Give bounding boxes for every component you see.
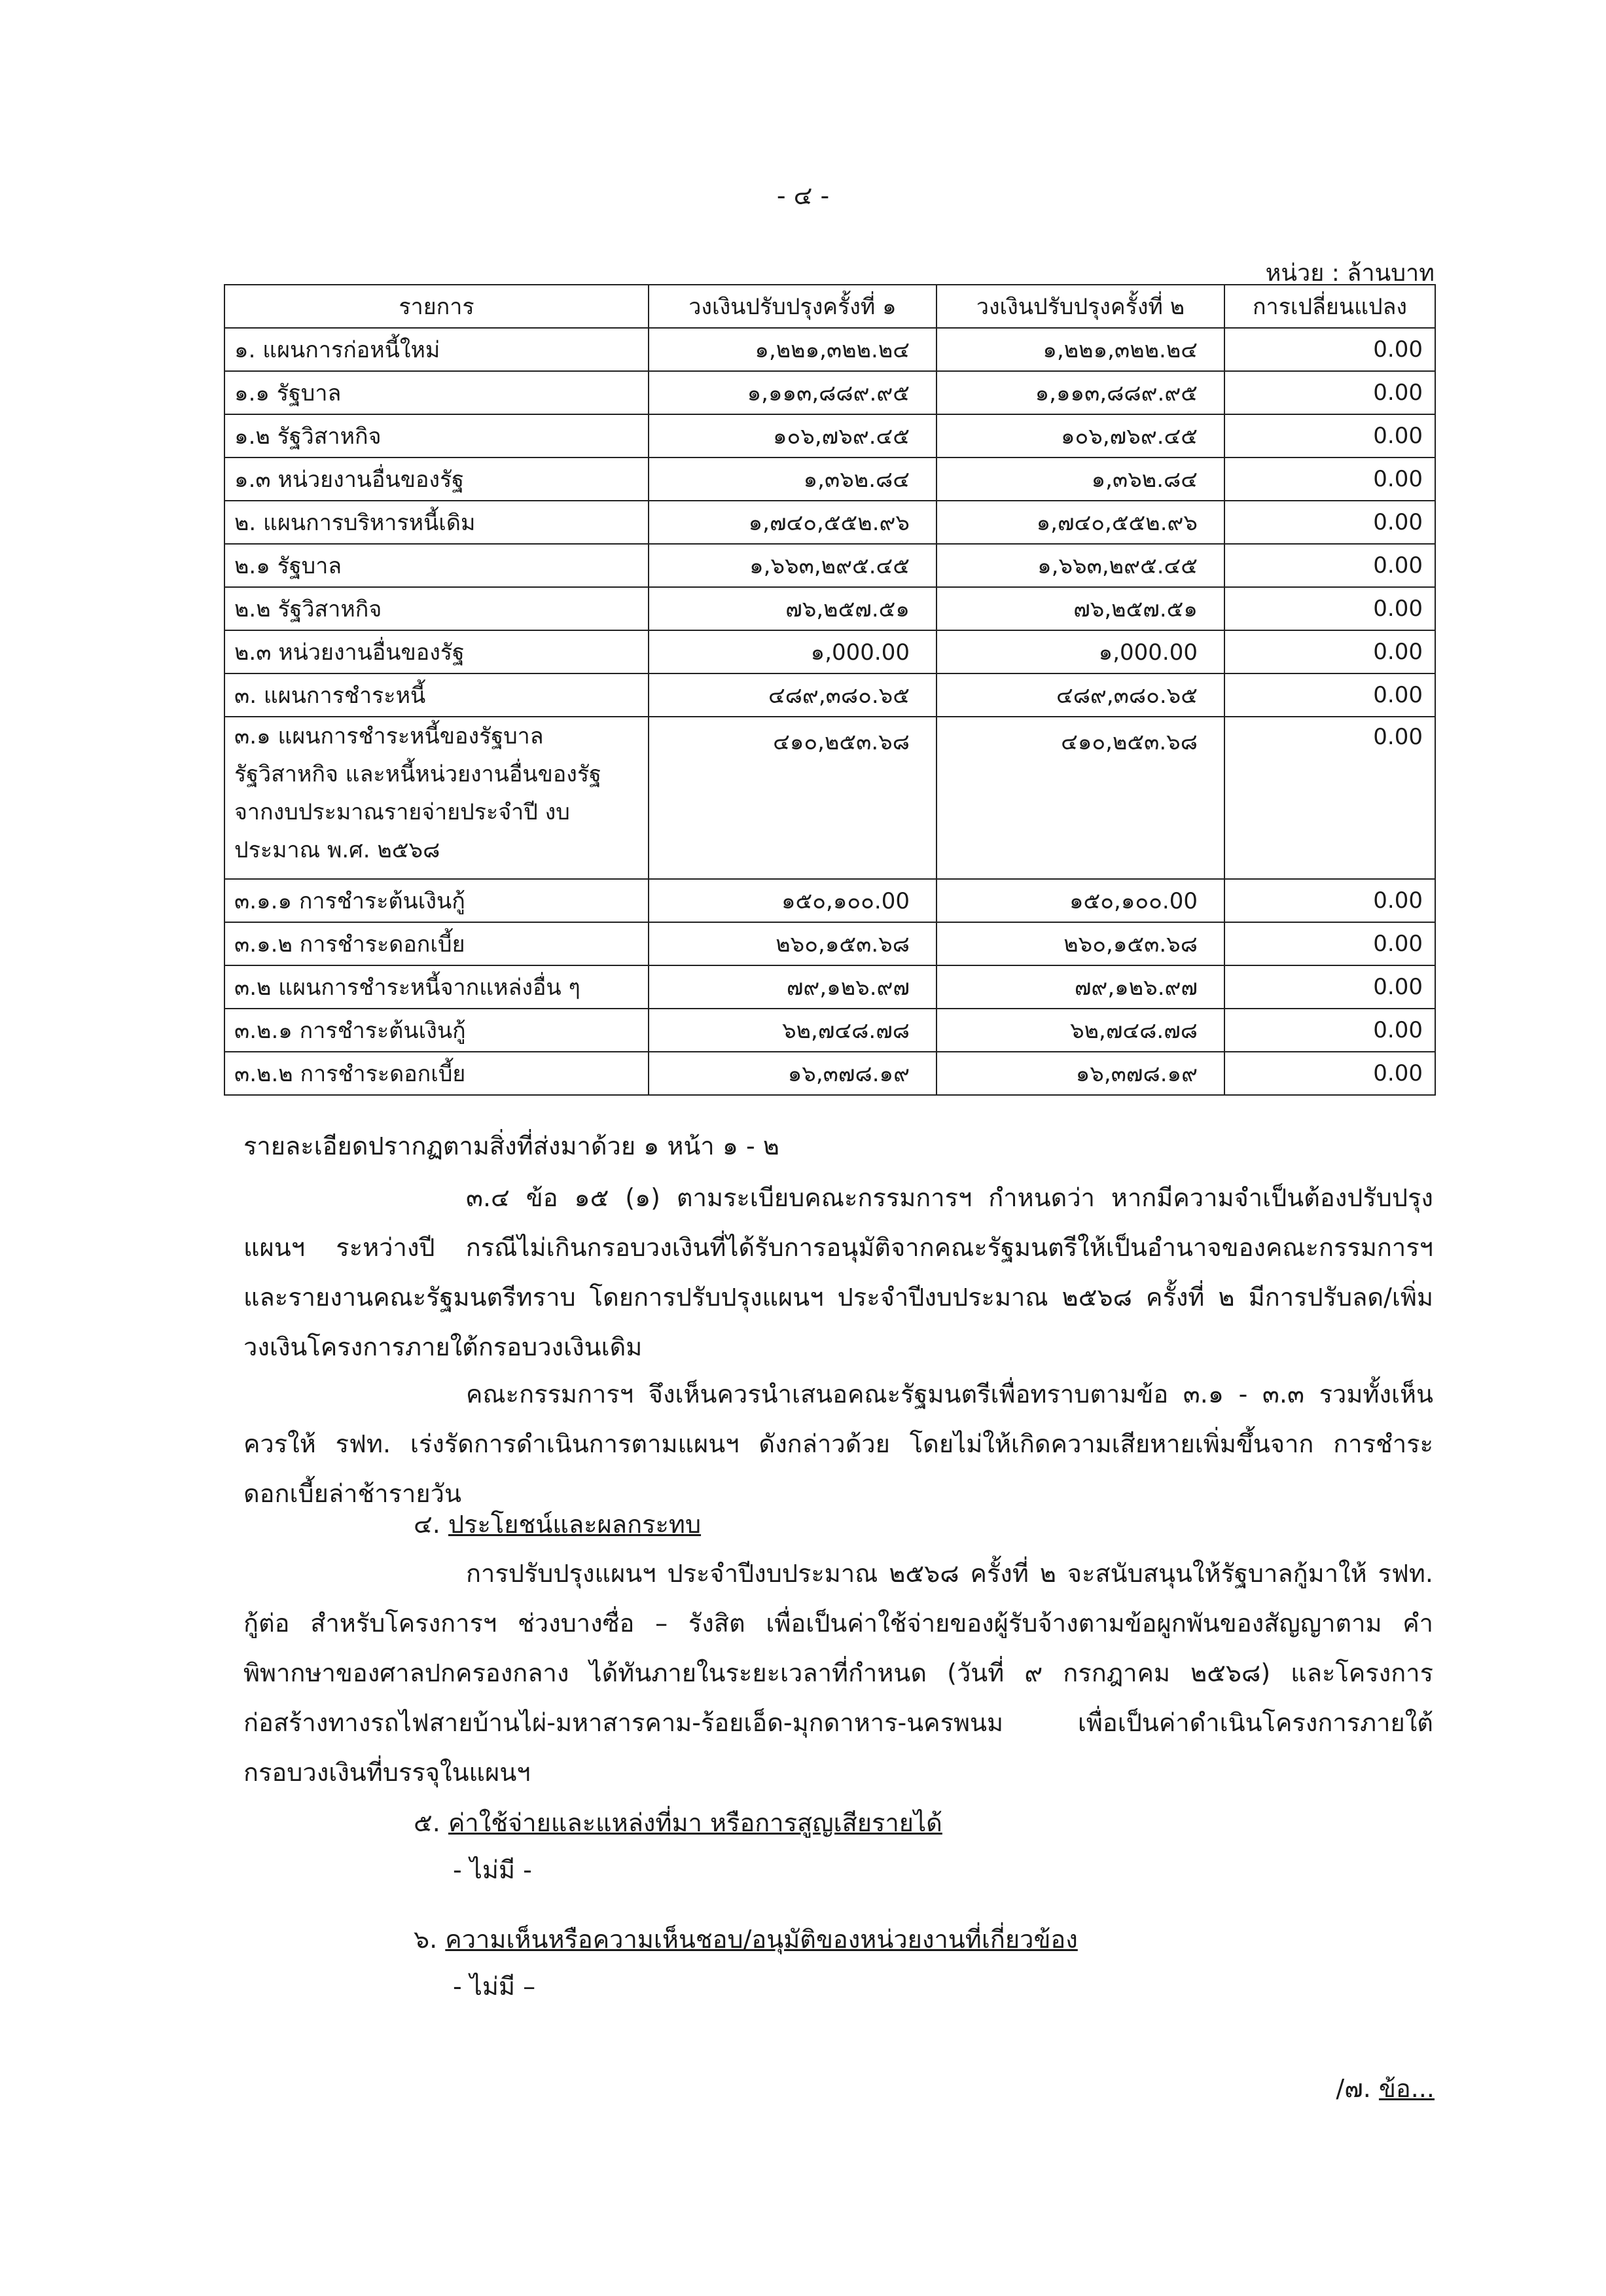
debt-plan-table: [224, 284, 1436, 1096]
row-change: 0.00: [1224, 1052, 1435, 1095]
row-revision-1: ๑,000.00: [649, 630, 937, 673]
row-change: 0.00: [1224, 922, 1435, 965]
row-revision-2: ๑,๑๑๓,๘๘๙.๙๕: [937, 371, 1224, 414]
section-5-heading: [414, 1803, 942, 1842]
row-label: ๑.๑ รัฐบาล: [224, 371, 649, 414]
row-label: ๓.๑.๑ การชำระต้นเงินกู้: [224, 879, 649, 922]
row-label: ๓. แผนการชำระหนี้: [224, 673, 649, 717]
row-change: 0.00: [1224, 630, 1435, 673]
row-change: 0.00: [1224, 673, 1435, 717]
row-label: ๓.๒.๑ การชำระต้นเงินกู้: [224, 1009, 649, 1052]
row-label: ๓.๒ แผนการชำระหนี้จากแหล่งอื่น ๆ: [224, 965, 649, 1009]
row-revision-2: ๔๑๐,๒๕๓.๖๘: [937, 717, 1224, 879]
row-change: 0.00: [1224, 965, 1435, 1009]
table-row: [224, 879, 1435, 922]
table-row: [224, 587, 1435, 630]
row-revision-2: ๗๖,๒๕๗.๕๑: [937, 587, 1224, 630]
table-row: [224, 717, 1435, 879]
section-5-number: ๕.: [414, 1808, 440, 1837]
row-label: ๒.๑ รัฐบาล: [224, 544, 649, 587]
row-change: 0.00: [1224, 1009, 1435, 1052]
row-label: ๒. แผนการบริหารหนี้เดิม: [224, 501, 649, 544]
table-header-row: [224, 285, 1435, 328]
next-page-prefix: /๗.: [1336, 2074, 1371, 2103]
row-label: ๓.๒.๒ การชำระดอกเบี้ย: [224, 1052, 649, 1095]
row-revision-2: ๒๖๐,๑๕๓.๖๘: [937, 922, 1224, 965]
row-change: 0.00: [1224, 457, 1435, 501]
row-revision-2: ๑๕๐,๑๐๐.00: [937, 879, 1224, 922]
section-4-heading: [414, 1504, 701, 1544]
section-6-none: - ไม่มี –: [453, 1972, 536, 2001]
table-row: [224, 501, 1435, 544]
row-revision-2: ๑,๒๒๑,๓๒๒.๒๔: [937, 328, 1224, 371]
row-revision-2: ๑,000.00: [937, 630, 1224, 673]
section-6-number: ๖.: [414, 1925, 438, 1954]
header-item: รายการ: [224, 285, 649, 328]
row-revision-2: ๗๙,๑๒๖.๙๗: [937, 965, 1224, 1009]
page-number: - ๔ -: [776, 181, 830, 210]
header-revision-2: วงเงินปรับปรุงครั้งที่ ๒: [937, 285, 1224, 328]
paragraph-committee: คณะกรรมการฯ จึงเห็นควรนำเสนอคณะรัฐมนตรีเพื่อทราบตามข้อ ๓.๑ - ๓.๓ รวมทั้งเห็นควรให้ รฟท. เร่งรัดการดำเนินการตามแผนฯ ดังกล่าวด้วย โดยไม่ให้เกิดความเสียหายเพิ่มขึ้นจาก การชำระดอกเบี้ยล่าช้ารายวัน: [243, 1380, 1434, 1508]
row-revision-2: ๑,๓๖๒.๘๔: [937, 457, 1224, 501]
header-revision-1: วงเงินปรับปรุงครั้งที่ ๑: [649, 285, 937, 328]
row-revision-1: ๑๕๐,๑๐๐.00: [649, 879, 937, 922]
row-revision-1: ๑๐๖,๗๖๙.๔๕: [649, 414, 937, 457]
row-revision-1: ๑,๓๖๒.๘๔: [649, 457, 937, 501]
row-revision-1: ๑๖,๓๗๘.๑๙: [649, 1052, 937, 1095]
next-page-reference: [1336, 2068, 1435, 2108]
section-4-number: ๔.: [414, 1510, 440, 1539]
row-label: ๒.๓ หน่วยงานอื่นของรัฐ: [224, 630, 649, 673]
table-row: [224, 922, 1435, 965]
table-row: [224, 371, 1435, 414]
row-change: 0.00: [1224, 501, 1435, 544]
header-change: การเปลี่ยนแปลง: [1224, 285, 1435, 328]
table-row: [224, 1052, 1435, 1095]
row-revision-2: ๑,๗๔๐,๕๕๒.๙๖: [937, 501, 1224, 544]
row-revision-2: ๖๒,๗๔๘.๗๘: [937, 1009, 1224, 1052]
row-revision-1: ๑,๗๔๐,๕๕๒.๙๖: [649, 501, 937, 544]
section-5-title: ค่าใช้จ่ายและแหล่งที่มา หรือการสูญเสียรายได้: [448, 1808, 942, 1837]
row-label: ๑. แผนการก่อหนี้ใหม่: [224, 328, 649, 371]
row-revision-1: ๑,๒๒๑,๓๒๒.๒๔: [649, 328, 937, 371]
row-revision-2: ๑๖,๓๗๘.๑๙: [937, 1052, 1224, 1095]
unit-label: หน่วย : ล้านบาท: [1265, 260, 1435, 287]
row-label: ๑.๒ รัฐวิสาหกิจ: [224, 414, 649, 457]
row-change: 0.00: [1224, 544, 1435, 587]
row-change: 0.00: [1224, 414, 1435, 457]
row-revision-1: ๔๑๐,๒๕๓.๖๘: [649, 717, 937, 879]
row-revision-1: ๗๖,๒๕๗.๕๑: [649, 587, 937, 630]
row-revision-2: ๔๘๙,๓๘๐.๖๕: [937, 673, 1224, 717]
row-label: ๓.๑.๒ การชำระดอกเบี้ย: [224, 922, 649, 965]
table-row: [224, 544, 1435, 587]
table-row: [224, 965, 1435, 1009]
table-row: [224, 328, 1435, 371]
paragraph-3-4: ๓.๔ ข้อ ๑๕ (๑) ตามระเบียบคณะกรรมการฯ กำหนดว่า หากมีความจำเป็นต้องปรับปรุงแผนฯ ระหว่างปี กรณีไม่เกินกรอบวงเงินที่ได้รับการอนุมัติจากคณะรัฐมนตรีให้เป็นอำนาจของคณะกรรมการฯ และรายงานคณะรัฐมนตรีทราบ โดยการปรับปรุงแผนฯ ประจำปีงบประมาณ ๒๕๖๘ ครั้งที่ ๒ มีการปรับลด/เพิ่ม วงเงินโครงการภายใต้กรอบวงเงินเดิม: [243, 1183, 1433, 1361]
row-revision-1: ๔๘๙,๓๘๐.๖๕: [649, 673, 937, 717]
table-row: [224, 630, 1435, 673]
row-change: 0.00: [1224, 879, 1435, 922]
row-label: ๓.๑ แผนการชำระหนี้ของรัฐบาล รัฐวิสาหกิจ และหนี้หน่วยงานอื่นของรัฐ จากงบประมาณรายจ่ายประจำปี งบประมาณ พ.ศ. ๒๕๖๘: [224, 717, 649, 879]
table-note: รายละเอียดปรากฏตามสิ่งที่ส่งมาด้วย ๑ หน้า ๑ - ๒: [243, 1132, 779, 1160]
row-revision-1: ๑,๖๖๓,๒๙๕.๔๕: [649, 544, 937, 587]
table-row: [224, 457, 1435, 501]
row-revision-2: ๑๐๖,๗๖๙.๔๕: [937, 414, 1224, 457]
row-change: 0.00: [1224, 328, 1435, 371]
row-revision-1: ๑,๑๑๓,๘๘๙.๙๕: [649, 371, 937, 414]
section-6-heading: [414, 1919, 1078, 1959]
row-revision-1: ๖๒,๗๔๘.๗๘: [649, 1009, 937, 1052]
section-6-title: ความเห็นหรือความเห็นชอบ/อนุมัติของหน่วยงานที่เกี่ยวข้อง: [445, 1925, 1078, 1954]
row-label: ๑.๓ หน่วยงานอื่นของรัฐ: [224, 457, 649, 501]
row-change: 0.00: [1224, 717, 1435, 879]
row-revision-2: ๑,๖๖๓,๒๙๕.๔๕: [937, 544, 1224, 587]
section-5-none: - ไม่มี -: [453, 1856, 532, 1884]
row-revision-1: ๗๙,๑๒๖.๙๗: [649, 965, 937, 1009]
row-label: ๒.๒ รัฐวิสาหกิจ: [224, 587, 649, 630]
table-row: [224, 1009, 1435, 1052]
next-page-text: ข้อ...: [1378, 2074, 1435, 2103]
row-revision-1: ๒๖๐,๑๕๓.๖๘: [649, 922, 937, 965]
section-4-title: ประโยชน์และผลกระทบ: [448, 1510, 702, 1539]
row-change: 0.00: [1224, 587, 1435, 630]
table-row: [224, 673, 1435, 717]
row-change: 0.00: [1224, 371, 1435, 414]
table-row: [224, 414, 1435, 457]
paragraph-4: การปรับปรุงแผนฯ ประจำปีงบประมาณ ๒๕๖๘ ครั้งที่ ๒ จะสนับสนุนให้รัฐบาลกู้มาให้ รฟท. กู้ต่อ สำหรับโครงการฯ ช่วงบางซื่อ – รังสิต เพื่อเป็นค่าใช้จ่ายของผู้รับจ้างตามข้อผูกพันของสัญญาตาม คำพิพากษาของศาลปกครองกลาง ได้ทันภายในระยะเวลาที่กำหนด (วันที่ ๙ กรกฎาคม ๒๕๖๘) และโครงการ ก่อสร้างทางรถไฟสายบ้านไผ่-มหาสารคาม-ร้อยเอ็ด-มุกดาหาร-นครพนม เพื่อเป็นค่าดำเนินโครงการภายใต้ กรอบวงเงินที่บรรจุในแผนฯ: [243, 1559, 1433, 1787]
